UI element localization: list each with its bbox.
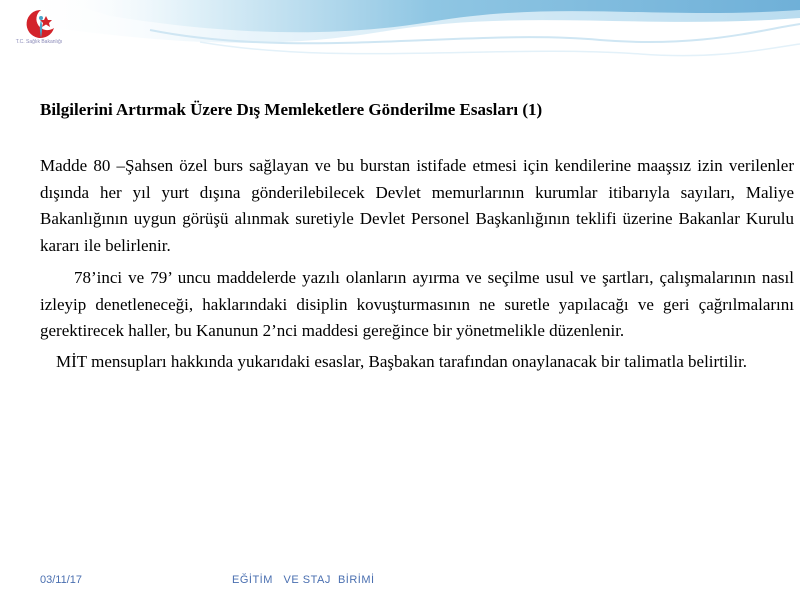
paragraph-madde-80: Madde 80 –Şahsen özel burs sağlayan ve bu burstan istifade etmesi için kendilerine maaşsız izin verilenler dışında her yıl yurt dışına gönderilebilecek Devlet memurlarının kurumlar itibarıyla sayıları, Maliye Bakanlığının uygun görüşü alınmak suretiyle Devlet Personel Başkanlığının teklifi üzerine Bakanlar Kurulu kararı ile belirlenir.	[40, 156, 794, 255]
slide-content	[40, 99, 794, 379]
ministry-logo	[10, 6, 72, 68]
header-wave-band	[0, 0, 800, 95]
paragraph-mit: MİT mensupları hakkında yukarıdaki esaslar, Başbakan tarafından onaylanacak bir talimatla belirtilir.	[56, 351, 748, 371]
footer-unit: EĞİTİM VE STAJ BİRİMİ	[232, 574, 375, 586]
footer-date: 03/11/17	[40, 574, 83, 586]
logo-caption: T.C. Sağlık Bakanlığı	[15, 39, 63, 45]
slide-title: Bilgilerini Artırmak Üzere Dış Memleketlere Gönderilme Esasları (1)	[40, 100, 543, 119]
paragraph-78-79: 78’inci ve 79’ uncu maddelerde yazılı olanların ayırma ve seçilme usul ve şartları, çalışmalarının nasıl izleyip denetleneceği, haklarındaki disiplin kovuşturmasının ne suretle yapılacağı ve geri çağrılmalarını gerektirecek haller, bu Kanunun 2’nci maddesi gereğince bir yönetmelikle düzenlenir.	[40, 268, 794, 340]
